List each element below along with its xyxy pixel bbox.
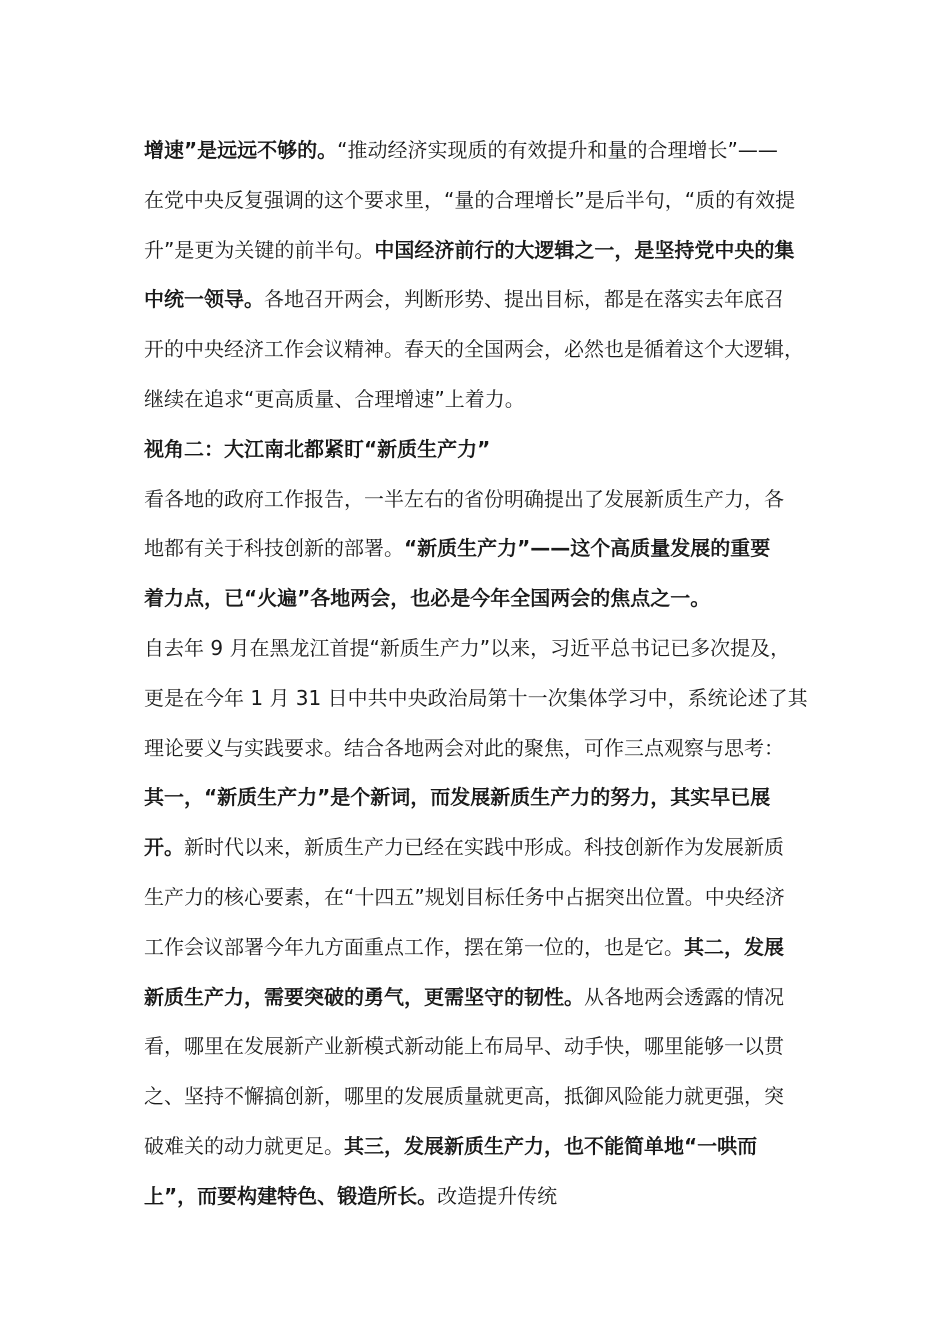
bold-text-segment: “新质生产力”——这个高质量发展的重要 [404, 536, 771, 561]
text-segment: 更是在今年 1 月 31 日中共中央政治局第十一次集体学习中，系统论述了其 [144, 685, 808, 710]
text-segment: 破难关的动力就更足。 [144, 1133, 344, 1158]
text-segment: 工作会议部署今年九方面重点工作，摆在第一位的，也是它。 [144, 934, 684, 959]
bold-text-segment: 上”，而要构建特色、锻造所长。 [144, 1183, 438, 1208]
text-line [144, 375, 824, 425]
text-line [144, 973, 824, 1023]
text-segment: 改造提升传统 [437, 1183, 558, 1208]
text-segment: 生产力的核心要素，在“十四五”规划目标任务中占据突出位置。中央经济 [144, 884, 785, 909]
bold-text-segment: 中国经济前行的大逻辑之一，是坚持党中央的集 [374, 237, 795, 262]
bold-text-segment: 其一，“新质生产力”是个新词，而发展新质生产力的努力，其实早已展 [144, 785, 771, 810]
bold-text-segment: 其三，发展新质生产力，也不能简单地“一哄而 [344, 1133, 758, 1158]
bold-text-segment: 视角二：大江南北都紧盯“新质生产力” [144, 436, 491, 461]
text-line [144, 724, 824, 774]
text-segment: 在党中央反复强调的这个要求里，“量的合理增长”是后半句，“质的有效提 [144, 187, 796, 212]
body-text [144, 126, 824, 1222]
text-segment: “推动经济实现质的有效提升和量的合理增长”—— [337, 138, 778, 162]
text-line [144, 275, 824, 325]
text-line [144, 923, 824, 973]
text-line [144, 425, 824, 475]
bold-text-segment: 开。 [144, 835, 184, 860]
text-segment: 自去年 9 月在黑龙江首提“新质生产力”以来，习近平总书记已多次提及， [144, 635, 791, 660]
text-line [144, 1122, 824, 1172]
text-line [144, 773, 824, 823]
text-segment: 开的中央经济工作会议精神。春天的全国两会，必然也是循着这个大逻辑， [144, 337, 804, 362]
bold-text-segment: 新质生产力，需要突破的勇气，更需坚守的韧性。 [144, 984, 584, 1009]
text-segment: 看，哪里在发展新产业新模式新动能上布局早、动手快，哪里能够一以贯 [144, 1034, 784, 1059]
text-segment: 看各地的政府工作报告，一半左右的省份明确提出了发展新质生产力，各 [144, 486, 784, 511]
bold-text-segment: 其二，发展 [684, 934, 784, 959]
text-line [144, 176, 824, 226]
text-line [144, 1172, 824, 1222]
text-line [144, 674, 824, 724]
text-segment: 从各地两会透露的情况 [584, 984, 784, 1009]
text-line [144, 823, 824, 873]
text-segment: 各地召开两会，判断形势、提出目标，都是在落实去年底召 [264, 287, 784, 312]
text-line [144, 325, 824, 375]
text-line [144, 1022, 824, 1072]
bold-text-segment: 着力点，已“火遍”各地两会，也必是今年全国两会的焦点之一。 [144, 586, 711, 611]
text-line [144, 524, 824, 574]
text-line [144, 126, 824, 176]
text-segment: 理论要义与实践要求。结合各地两会对此的聚焦，可作三点观察与思考： [144, 735, 784, 760]
text-segment: 升”是更为关键的前半句。 [144, 237, 375, 262]
bold-text-segment: 中统一领导。 [144, 287, 264, 312]
text-segment: 继续在追求“更高质量、合理增速”上着力。 [144, 386, 525, 411]
text-line [144, 226, 824, 276]
text-line [144, 624, 824, 674]
bold-text-segment: 增速”是远远不够的。 [144, 138, 338, 162]
text-segment: 之、坚持不懈搞创新，哪里的发展质量就更高，抵御风险能力就更强，突 [144, 1084, 784, 1109]
text-segment: 地都有关于科技创新的部署。 [144, 536, 404, 561]
text-line [144, 475, 824, 525]
text-segment: 新时代以来，新质生产力已经在实践中形成。科技创新作为发展新质 [184, 835, 784, 860]
text-line [144, 1072, 824, 1122]
text-line [144, 873, 824, 923]
text-line [144, 574, 824, 624]
